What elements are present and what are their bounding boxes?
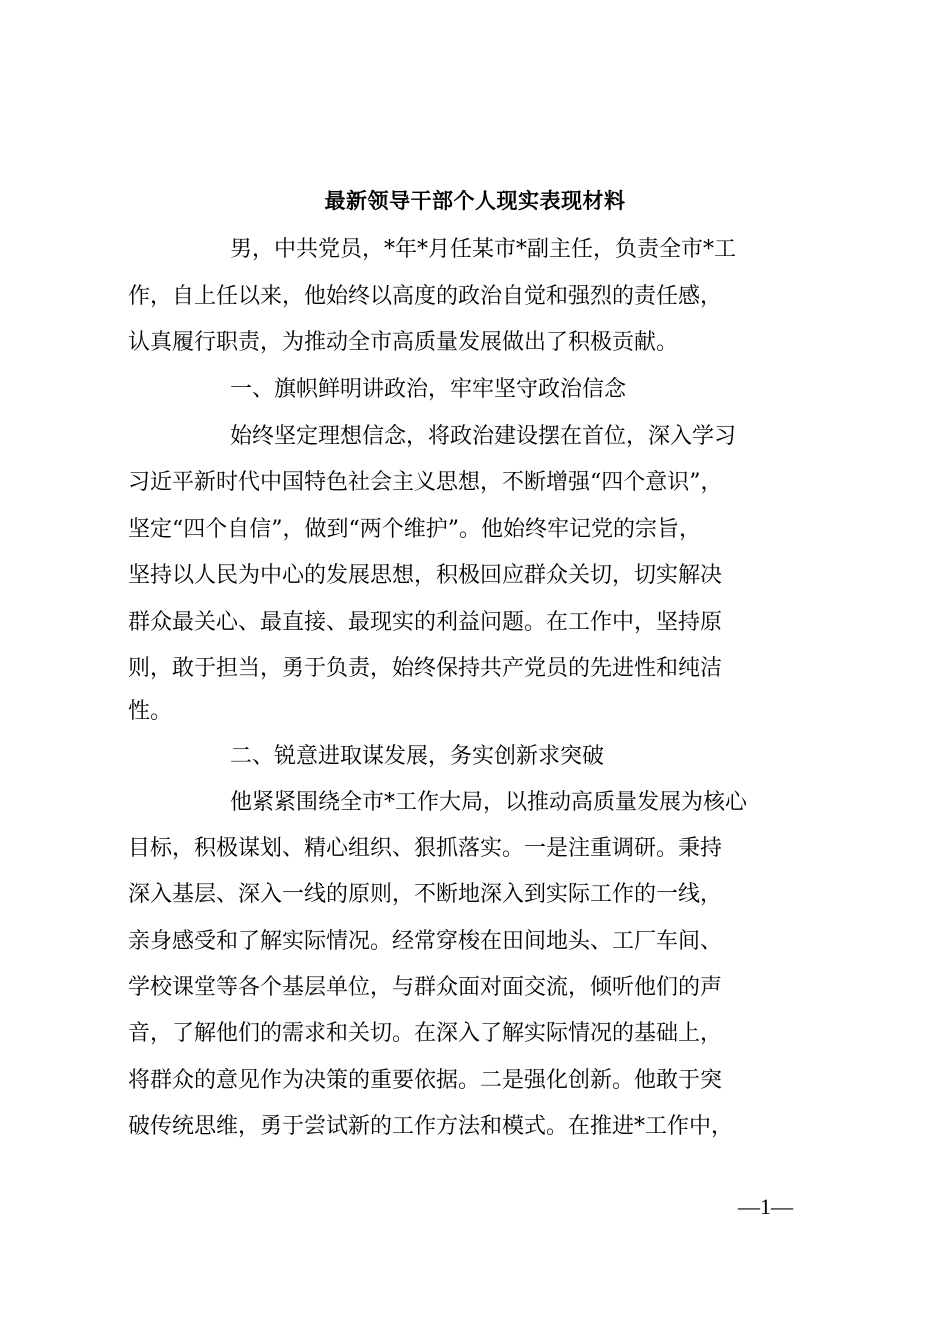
section-1-line-5: 群众最关心、最直接、最现实的利益问题。在工作中，坚持原: [128, 610, 723, 635]
section-2-line-5: 学校课堂等各个基层单位，与群众面对面交流，倾听他们的声: [128, 975, 723, 1000]
section-2-line-8: 破传统思维，勇于尝试新的工作方法和模式。在推进*工作中，: [128, 1114, 734, 1139]
section-2-line-4: 亲身感受和了解实际情况。经常穿梭在田间地头、工厂车间、: [128, 929, 723, 954]
section-1-line-4: 坚持以人民为中心的发展思想，积极回应群众关切，切实解决: [128, 563, 723, 588]
intro-line-3: 认真履行职责，为推动全市高质量发展做出了积极贡献。: [128, 330, 679, 355]
intro-line-2: 作，自上任以来，他始终以高度的政治自觉和强烈的责任感，: [128, 284, 723, 309]
intro-line-1: 男，中共党员，*年*月任某市*副主任，负责全市*工: [230, 237, 737, 262]
section-1-heading: 一、旗帜鲜明讲政治，牢牢坚守政治信念: [230, 377, 627, 402]
section-2-line-2: 目标，积极谋划、精心组织、狠抓落实。一是注重调研。秉持: [128, 836, 723, 861]
section-2-line-3: 深入基层、深入一线的原则，不断地深入到实际工作的一线，: [128, 882, 723, 907]
section-1-line-1: 始终坚定理想信念，将政治建设摆在首位，深入学习: [230, 424, 737, 449]
section-1-line-2: 习近平新时代中国特色社会主义思想，不断增强“四个意识”，: [128, 470, 723, 495]
section-1-line-3: 坚定“四个自信”，做到“两个维护”。他始终牢记党的宗旨，: [128, 517, 701, 542]
document-title: 最新领导干部个人现实表现材料: [324, 188, 626, 213]
section-2-line-7: 将群众的意见作为决策的重要依据。二是强化创新。他敢于突: [128, 1068, 723, 1093]
section-1-line-7: 性。: [128, 699, 173, 724]
section-2-line-6: 音，了解他们的需求和关切。在深入了解实际情况的基础上，: [128, 1021, 723, 1046]
section-2-line-1: 他紧紧围绕全市*工作大局，以推动高质量发展为核心: [230, 790, 748, 815]
section-2-heading: 二、锐意进取谋发展，务实创新求突破: [230, 744, 605, 769]
section-1-line-6: 则，敢于担当，勇于负责，始终保持共产党员的先进性和纯洁: [128, 656, 723, 681]
page-number: —1—: [738, 1194, 793, 1219]
